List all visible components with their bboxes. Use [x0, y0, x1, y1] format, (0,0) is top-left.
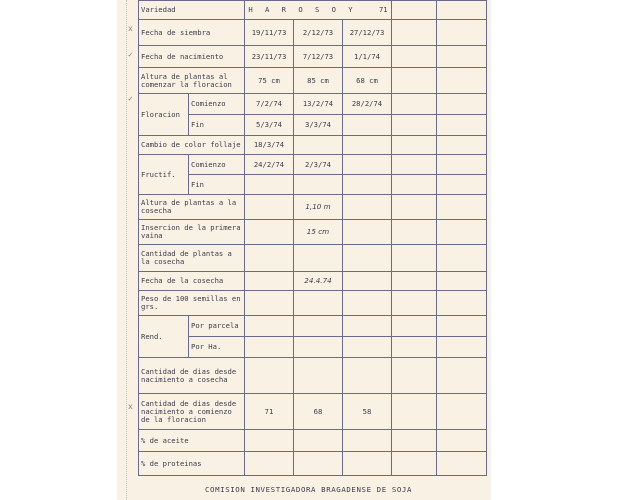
row-dias-cosecha — [139, 358, 487, 394]
cell — [437, 394, 487, 430]
siembra-value-2: 2/12/73 — [294, 20, 343, 46]
cell — [245, 175, 294, 195]
fructif-label: Fructif. — [139, 155, 189, 195]
cell — [437, 20, 487, 46]
altura-floracion-value-3: 68 cm — [343, 68, 392, 94]
cell — [392, 68, 437, 94]
cell — [294, 337, 343, 358]
cell — [294, 245, 343, 272]
cell — [245, 452, 294, 476]
variety-value — [245, 1, 392, 20]
fructif-fin-label: Fin — [189, 175, 245, 195]
dias-floracion-value-1: 71 — [245, 394, 294, 430]
cell — [437, 115, 487, 136]
soybean-record-form — [138, 0, 487, 476]
cell — [245, 220, 294, 245]
cell — [437, 175, 487, 195]
cell — [437, 272, 487, 291]
row-altura-cosecha — [139, 195, 487, 220]
cell — [343, 272, 392, 291]
cell — [392, 175, 437, 195]
row-siembra — [139, 20, 487, 46]
nacimiento-value-1: 23/11/73 — [245, 46, 294, 68]
floracion-comienzo-label: Comienzo — [189, 94, 245, 115]
rend-ha-label: Por Ha. — [189, 337, 245, 358]
cell — [437, 94, 487, 115]
margin-x-mark: x — [128, 24, 133, 33]
floracion-label: Floracion — [139, 94, 189, 136]
cell — [392, 20, 437, 46]
cell — [392, 115, 437, 136]
row-fructif-comienzo — [139, 155, 487, 175]
cell — [343, 175, 392, 195]
row-aceite — [139, 430, 487, 452]
altura-floracion-value-2: 85 cm — [294, 68, 343, 94]
row-rend-parcela — [139, 316, 487, 337]
cantidad-plantas-label: Cantidad de plantas a la cosecha — [139, 245, 245, 272]
siembra-label: Fecha de siembra — [139, 20, 245, 46]
cell — [343, 452, 392, 476]
cell — [294, 291, 343, 316]
altura-cosecha-label: Altura de plantas a la cosecha — [139, 195, 245, 220]
cell — [437, 136, 487, 155]
cell — [437, 220, 487, 245]
row-altura-floracion — [139, 68, 487, 94]
row-dias-floracion — [139, 394, 487, 430]
cell — [294, 316, 343, 337]
cell — [392, 291, 437, 316]
cell — [343, 358, 392, 394]
cell — [437, 1, 487, 20]
siembra-value-3: 27/12/73 — [343, 20, 392, 46]
cell — [245, 316, 294, 337]
fructif-comienzo-label: Comienzo — [189, 155, 245, 175]
floracion-comienzo-value-3: 28/2/74 — [343, 94, 392, 115]
row-fecha-cosecha — [139, 272, 487, 291]
color-follaje-value-1: 18/3/74 — [245, 136, 294, 155]
margin-check-mark: ✓ — [128, 50, 133, 59]
cell — [437, 291, 487, 316]
row-floracion-fin — [139, 115, 487, 136]
cell — [343, 136, 392, 155]
cell — [392, 337, 437, 358]
nacimiento-value-2: 7/12/73 — [294, 46, 343, 68]
punch-hole-margin — [126, 0, 131, 500]
cell — [392, 272, 437, 291]
footer-organization: COMISION INVESTIGADORA BRAGADENSE DE SOJA — [205, 485, 413, 494]
siembra-value-1: 19/11/73 — [245, 20, 294, 46]
cell — [392, 394, 437, 430]
cell — [245, 291, 294, 316]
insercion-value: 15 cm — [294, 220, 343, 245]
row-nacimiento — [139, 46, 487, 68]
margin-check-mark-2: ✓ — [128, 94, 133, 103]
cell — [245, 195, 294, 220]
fructif-comienzo-value-1: 24/2/74 — [245, 155, 294, 175]
fructif-comienzo-value-2: 2/3/74 — [294, 155, 343, 175]
nacimiento-label: Fecha de nacimiento — [139, 46, 245, 68]
cell — [343, 115, 392, 136]
fecha-cosecha-value: 24.4.74 — [294, 272, 343, 291]
cell — [294, 175, 343, 195]
row-insercion — [139, 220, 487, 245]
cell — [245, 430, 294, 452]
cell — [343, 316, 392, 337]
cell — [343, 195, 392, 220]
cell — [437, 68, 487, 94]
cell — [392, 195, 437, 220]
floracion-fin-value-2: 3/3/74 — [294, 115, 343, 136]
cell — [437, 245, 487, 272]
row-peso — [139, 291, 487, 316]
cell — [245, 245, 294, 272]
dias-floracion-value-3: 58 — [343, 394, 392, 430]
cell — [392, 452, 437, 476]
cell — [437, 337, 487, 358]
cell — [343, 430, 392, 452]
cell — [392, 430, 437, 452]
nacimiento-value-3: 1/1/74 — [343, 46, 392, 68]
cell — [392, 155, 437, 175]
cell — [294, 358, 343, 394]
row-cantidad-plantas — [139, 245, 487, 272]
cell — [245, 272, 294, 291]
cell — [437, 316, 487, 337]
cell — [392, 358, 437, 394]
aceite-label: % de aceite — [139, 430, 245, 452]
rend-parcela-label: Por parcela — [189, 316, 245, 337]
cell — [437, 452, 487, 476]
dias-floracion-value-2: 68 — [294, 394, 343, 430]
cell — [437, 195, 487, 220]
insercion-label: Insercion de la primera vaina — [139, 220, 245, 245]
cell — [245, 337, 294, 358]
cell — [294, 136, 343, 155]
cell — [392, 46, 437, 68]
cell — [294, 430, 343, 452]
variety-name: H A R O S O Y — [248, 5, 357, 14]
row-proteinas — [139, 452, 487, 476]
altura-cosecha-value: 1,10 m — [294, 195, 343, 220]
floracion-fin-label: Fin — [189, 115, 245, 136]
dias-cosecha-label: Cantidad de dias desde nacimiento a cosecha — [139, 358, 245, 394]
altura-floracion-label: Altura de plantas al comenzar la floracion — [139, 68, 245, 94]
cell — [343, 245, 392, 272]
cell — [343, 220, 392, 245]
floracion-fin-value-1: 5/3/74 — [245, 115, 294, 136]
cell — [392, 316, 437, 337]
margin-x-mark-2: x — [128, 402, 133, 411]
cell — [343, 337, 392, 358]
cell — [437, 155, 487, 175]
cell — [343, 291, 392, 316]
floracion-comienzo-value-1: 7/2/74 — [245, 94, 294, 115]
cell — [245, 358, 294, 394]
row-color-follaje — [139, 136, 487, 155]
variety-number: 71 — [378, 5, 388, 14]
dias-floracion-label: Cantidad de dias desde nacimiento a comienzo de la floracion — [139, 394, 245, 430]
cell — [343, 155, 392, 175]
cell — [392, 220, 437, 245]
cell — [437, 430, 487, 452]
cell — [294, 452, 343, 476]
cell — [437, 358, 487, 394]
cell — [392, 94, 437, 115]
peso-label: Peso de 100 semillas en grs. — [139, 291, 245, 316]
cell — [392, 245, 437, 272]
row-floracion-comienzo — [139, 94, 487, 115]
row-variety — [139, 1, 487, 20]
proteinas-label: % de proteinas — [139, 452, 245, 476]
floracion-comienzo-value-2: 13/2/74 — [294, 94, 343, 115]
color-follaje-label: Cambio de color follaje — [139, 136, 245, 155]
rend-label: Rend. — [139, 316, 189, 358]
row-rend-ha — [139, 337, 487, 358]
altura-floracion-value-1: 75 cm — [245, 68, 294, 94]
cell — [392, 136, 437, 155]
cell — [437, 46, 487, 68]
fecha-cosecha-label: Fecha de la cosecha — [139, 272, 245, 291]
variety-label: Variedad — [139, 1, 245, 20]
cell — [392, 1, 437, 20]
row-fructif-fin — [139, 175, 487, 195]
